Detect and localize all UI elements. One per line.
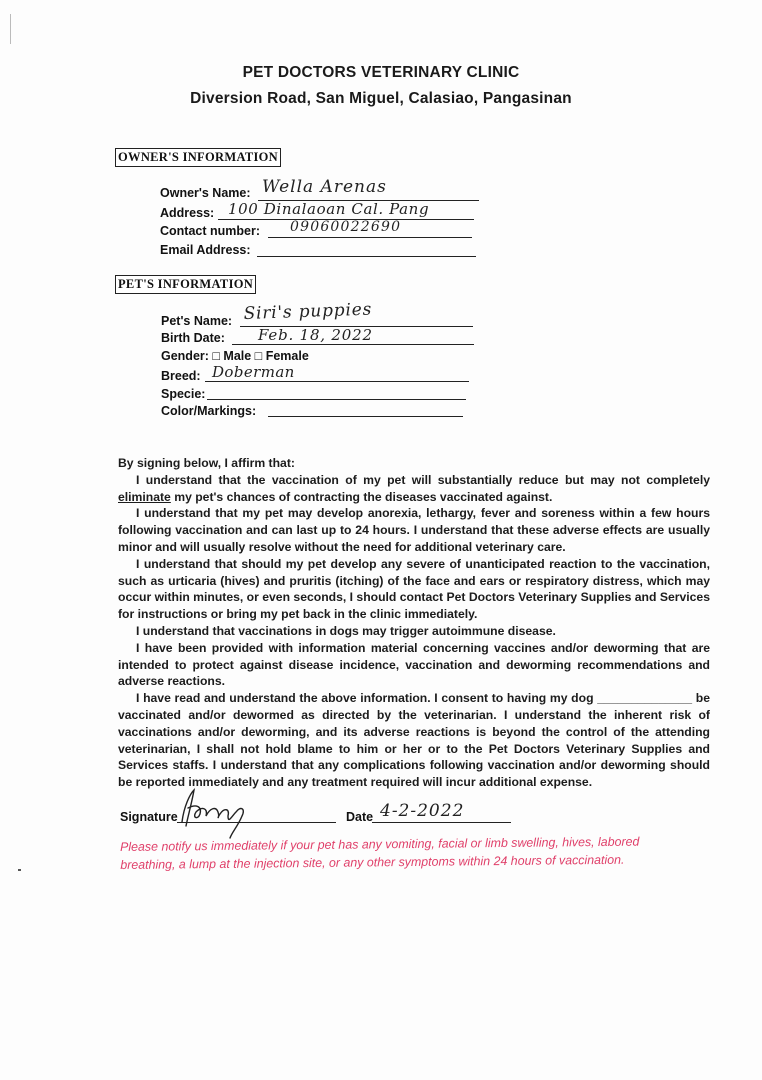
breed-label: Breed:: [161, 369, 201, 383]
email-label: Email Address:: [160, 243, 251, 257]
owner-name-label: Owner's Name:: [160, 186, 251, 200]
affirmation-p1-underlined: eliminate: [118, 489, 171, 504]
breed-value[interactable]: Doberman: [212, 363, 295, 381]
affirmation-paragraph-1: [118, 472, 710, 506]
affirmation-p1-text-end: my pet's chances of contracting the diseases vaccinated against.: [170, 489, 553, 504]
pet-section-heading: PET'S INFORMATION: [115, 275, 256, 294]
specie-line[interactable]: [207, 398, 466, 400]
pet-name-value[interactable]: Siri's puppies: [243, 299, 373, 324]
contact-number-value[interactable]: 09060022690: [290, 219, 402, 235]
date-label: Date: [346, 810, 374, 824]
owner-section-heading: OWNER'S INFORMATION: [115, 148, 281, 167]
color-markings-line[interactable]: [268, 415, 463, 417]
signature-scribble: [176, 786, 266, 840]
specie-label: Specie:: [161, 387, 206, 401]
date-line: [372, 821, 511, 823]
signature-label: Signature: [120, 810, 178, 824]
address-label: Address:: [160, 206, 215, 220]
affirmation-paragraph-4: I understand that vaccinations in dogs may trigger autoimmune disease.: [136, 623, 556, 638]
owner-name-value[interactable]: Wella Arenas: [262, 177, 387, 197]
affirmation-intro: By signing below, I affirm that:: [118, 456, 295, 470]
stray-mark: [18, 869, 21, 871]
email-line[interactable]: [257, 255, 476, 257]
affirmation-paragraph-3: I understand that should my pet develop any severe of unanticipated reaction to the vaccination, such as urticaria (hives) and pruritis (itching) of the face and ears or respiratory distress, which may occur within minutes, or even seconds, I should contact Pet Doctors Veterinary Supplies and Services for instructions or bring my pet back in the clinic immediately.: [118, 556, 710, 622]
clinic-name: PET DOCTORS VETERINARY CLINIC: [242, 64, 520, 81]
date-value[interactable]: 4-2-2022: [380, 801, 465, 821]
affirmation-p1-text: I understand that the vaccination of my pet will substantially reduce but may not completely: [136, 472, 710, 487]
page-edge-mark: [10, 14, 11, 44]
birth-date-value[interactable]: Feb. 18, 2022: [258, 326, 373, 344]
affirmation-text: [118, 455, 710, 791]
pet-name-label: Pet's Name:: [161, 314, 233, 328]
color-markings-label: Color/Markings:: [161, 404, 257, 418]
birth-date-label: Birth Date:: [161, 331, 225, 345]
address-value[interactable]: 100 Dinalaoan Cal. Pang: [228, 200, 430, 218]
affirmation-paragraph-5: I have been provided with information material concerning vaccines and/or deworming that are intended to protect against disease incidence, vaccination and deworming recommendations and adverse reactions.: [118, 640, 710, 689]
clinic-address: Diversion Road, San Miguel, Calasiao, Pangasinan: [190, 90, 572, 107]
affirmation-paragraph-6: I have read and understand the above information. I consent to having my dog ______________ be vaccinated and/or dewormed as directed by the veterinarian. I understand the inherent risk of vaccinations and/or deworming, and its adverse reactions is beyond the control of the attending veterinarian, I shall not hold blame to him or her or to the Pet Doctors Veterinary Supplies and Services staffs. I understand that any complications following vaccination and/or deworming should be reported immediately and any treatment required will incur additional expense.: [118, 691, 710, 790]
contact-number-label: Contact number:: [160, 224, 260, 238]
gender-field[interactable]: Gender: □ Male □ Female: [161, 349, 309, 363]
affirmation-paragraph-2: I understand that my pet may develop anorexia, lethargy, fever and soreness within a few hours following vaccination and can last up to 24 hours. I understand that these adverse effects are usually minor and will usually resolve without the need for additional veterinary care.: [118, 506, 710, 554]
contact-number-line: [268, 236, 472, 238]
notice-text: Please notify us immediately if your pet has any vomiting, facial or limb swelling, hives, labored breathing, a lump at the injection site, or any other symptoms within 24 hours of vaccination.: [120, 834, 640, 872]
